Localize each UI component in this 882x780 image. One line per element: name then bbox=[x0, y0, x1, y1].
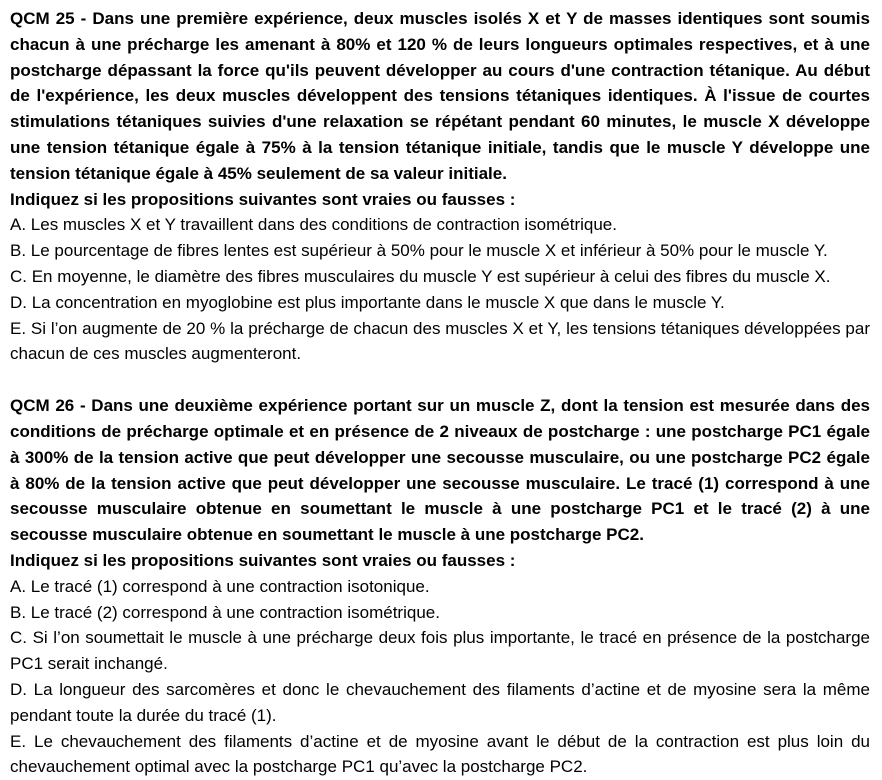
proposition-item-c: C. Si l’on soumettait le muscle à une précharge deux fois plus importante, le tracé en présence de la postcharge PC1 serait inchangé. bbox=[10, 628, 870, 674]
proposition-list bbox=[10, 212, 870, 367]
proposition-item-c: C. En moyenne, le diamètre des fibres musculaires du muscle Y est supérieur à celui des fibres du muscle X. bbox=[10, 266, 831, 286]
question-stem: QCM 26 - Dans une deuxième expérience portant sur un muscle Z, dont la tension est mesurée dans des conditions de précharge optimale et en présence de 2 niveaux de postcharge : une postcharge PC1 égale à 300% de la tension active que peut développer une secousse musculaire, ou une postcharge PC2 égale à 80% de la tension active que peut développer une secousse musculaire. Le tracé (1) correspond à une secousse musculaire obtenue en soumettant le muscle à une postcharge PC1 et le tracé (2) à une secousse musculaire obtenue en soumettant le muscle à une postcharge PC2. bbox=[10, 396, 870, 545]
proposition-item-d: D. La longueur des sarcomères et donc le chevauchement des filaments d’actine et de myosine sera la même pendant toute la durée du tracé (1). bbox=[10, 679, 870, 725]
proposition-list bbox=[10, 574, 870, 780]
question-instruction: Indiquez si les propositions suivantes sont vraies ou fausses : bbox=[10, 189, 516, 209]
question-block-qcm-25 bbox=[10, 6, 870, 367]
proposition-item-b: B. Le pourcentage de fibres lentes est supérieur à 50% pour le muscle X et inférieur à 50% pour le muscle Y. bbox=[10, 241, 828, 261]
proposition-item-a: A. Les muscles X et Y travaillent dans des conditions de contraction isométrique. bbox=[10, 215, 617, 235]
proposition-item-a: A. Le tracé (1) correspond à une contraction isotonique. bbox=[10, 576, 430, 596]
proposition-item-e: E. Le chevauchement des filaments d’actine et de myosine avant le début de la contraction est plus loin du chevauchement optimal avec la postcharge PC1 qu’avec la postcharge PC2. bbox=[10, 731, 870, 777]
question-stem: QCM 25 - Dans une première expérience, deux muscles isolés X et Y de masses identiques sont soumis chacun à une précharge les amenant à 80% et 120 % de leurs longueurs optimales respectives, et à une postcharge dépassant la force qu'ils peuvent développer au cours d'une contraction tétanique. Au début de l'expérience, les deux muscles développent des tensions tétaniques identiques. À l'issue de courtes stimulations tétaniques suivies d'une relaxation se répétant pendant 60 minutes, le muscle X développe une tension tétanique égale à 75% à la tension tétanique initiale, tandis que le muscle Y développe une tension tétanique égale à 45% seulement de sa valeur initiale. bbox=[10, 9, 870, 183]
proposition-item-e: E. Si l’on augmente de 20 % la précharge de chacun des muscles X et Y, les tensions tétaniques développées par chacun de ces muscles augmenteront. bbox=[10, 318, 870, 364]
question-instruction: Indiquez si les propositions suivantes sont vraies ou fausses : bbox=[10, 550, 516, 570]
proposition-item-b: B. Le tracé (2) correspond à une contraction isométrique. bbox=[10, 602, 440, 622]
proposition-item-d: D. La concentration en myoglobine est plus importante dans le muscle X que dans le muscle Y. bbox=[10, 292, 725, 312]
question-block-qcm-26 bbox=[10, 393, 870, 780]
